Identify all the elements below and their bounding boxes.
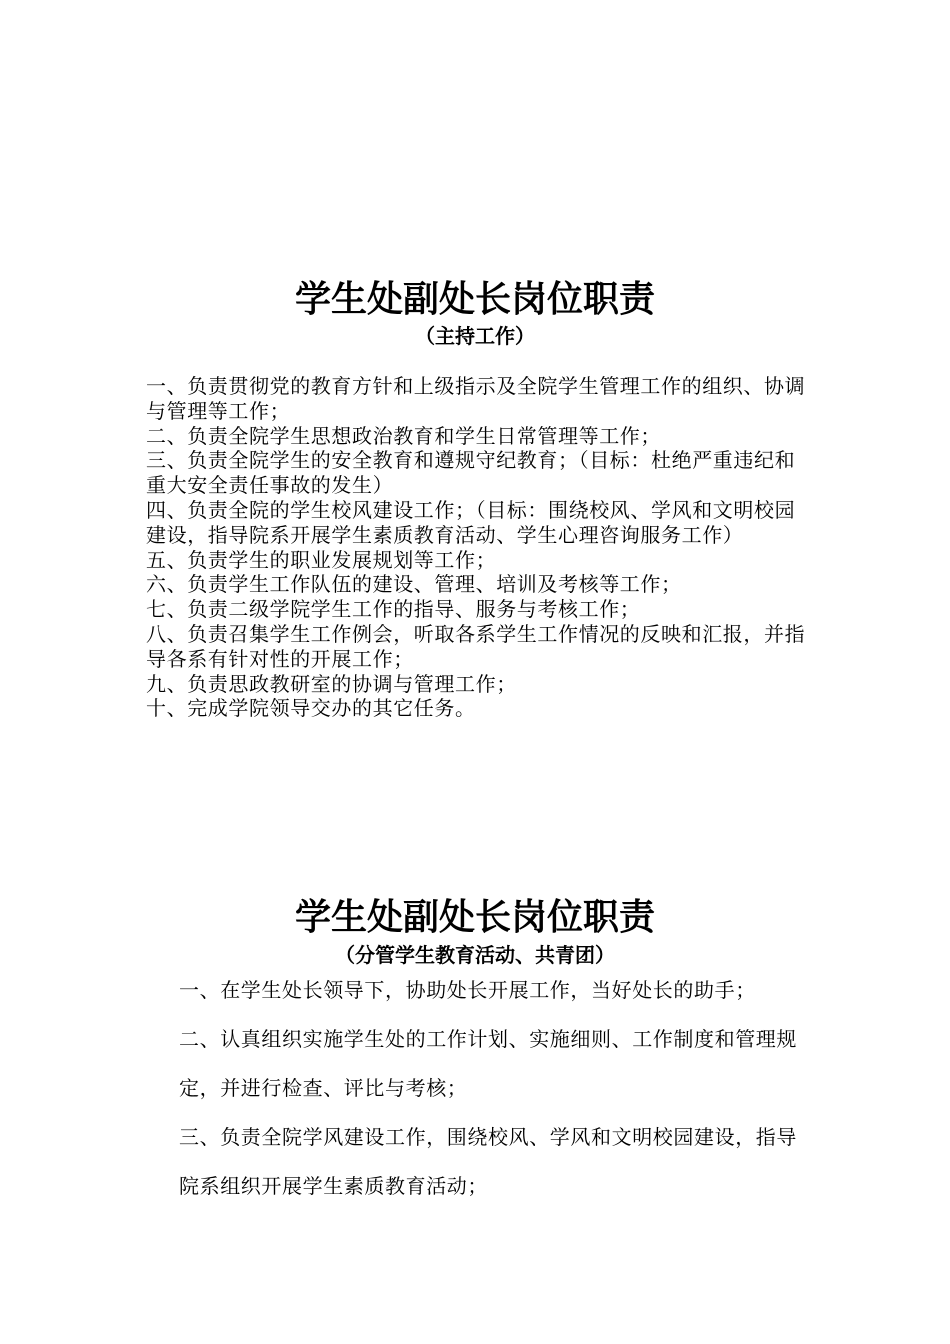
duty-list	[146, 374, 810, 721]
duty-item-5: 五、负责学生的职业发展规划等工作；	[146, 547, 497, 572]
duty-item-7: 七、负责二级学院学生工作的指导、服务与考核工作；	[146, 597, 641, 622]
page-subtitle: （主持工作）	[415, 324, 535, 348]
duty2-item-2: 二、认真组织实施学生处的工作计划、实施细则、工作制度和管理规定，并进行检查、评比与考核；	[179, 1027, 797, 1100]
duty-item-4: 四、负责全院的学生校风建设工作；（目标：围绕校风、学风和文明校园建设，指导院系开展学生素质教育活动、学生心理咨询服务工作）	[146, 497, 796, 547]
duty-item-10: 十、完成学院领导交办的其它任务。	[146, 696, 476, 721]
duty-item-1: 一、负责贯彻党的教育方针和上级指示及全院学生管理工作的组织、协调与管理等工作；	[146, 374, 806, 423]
duty-item-6: 六、负责学生工作队伍的建设、管理、培训及考核等工作；	[146, 572, 682, 597]
duty-item-9: 九、负责思政教研室的协调与管理工作；	[146, 671, 517, 696]
section-title: 学生处副处长岗位职责	[294, 897, 655, 938]
duty2-item-1: 一、在学生处长领导下，协助处长开展工作，当好处长的助手；	[179, 978, 756, 1002]
duty2-item-3: 三、负责全院学风建设工作，围绕校风、学风和文明校园建设，指导院系组织开展学生素质教育活动；	[179, 1125, 797, 1198]
duty-item-2: 二、负责全院学生思想政治教育和学生日常管理等工作；	[146, 423, 661, 448]
duty-item-3: 三、负责全院学生的安全教育和遵规守纪教育；（目标：杜绝严重违纪和重大安全责任事故的发生）	[146, 448, 796, 498]
duty-item-8: 八、负责召集学生工作例会，听取各系学生工作情况的反映和汇报，并指导各系有针对性的开展工作；	[146, 621, 806, 671]
section-subtitle: （分管学生教育活动、共青团）	[335, 943, 615, 967]
page-title: 学生处副处长岗位职责	[294, 279, 655, 320]
duty-list-2	[179, 966, 811, 1211]
